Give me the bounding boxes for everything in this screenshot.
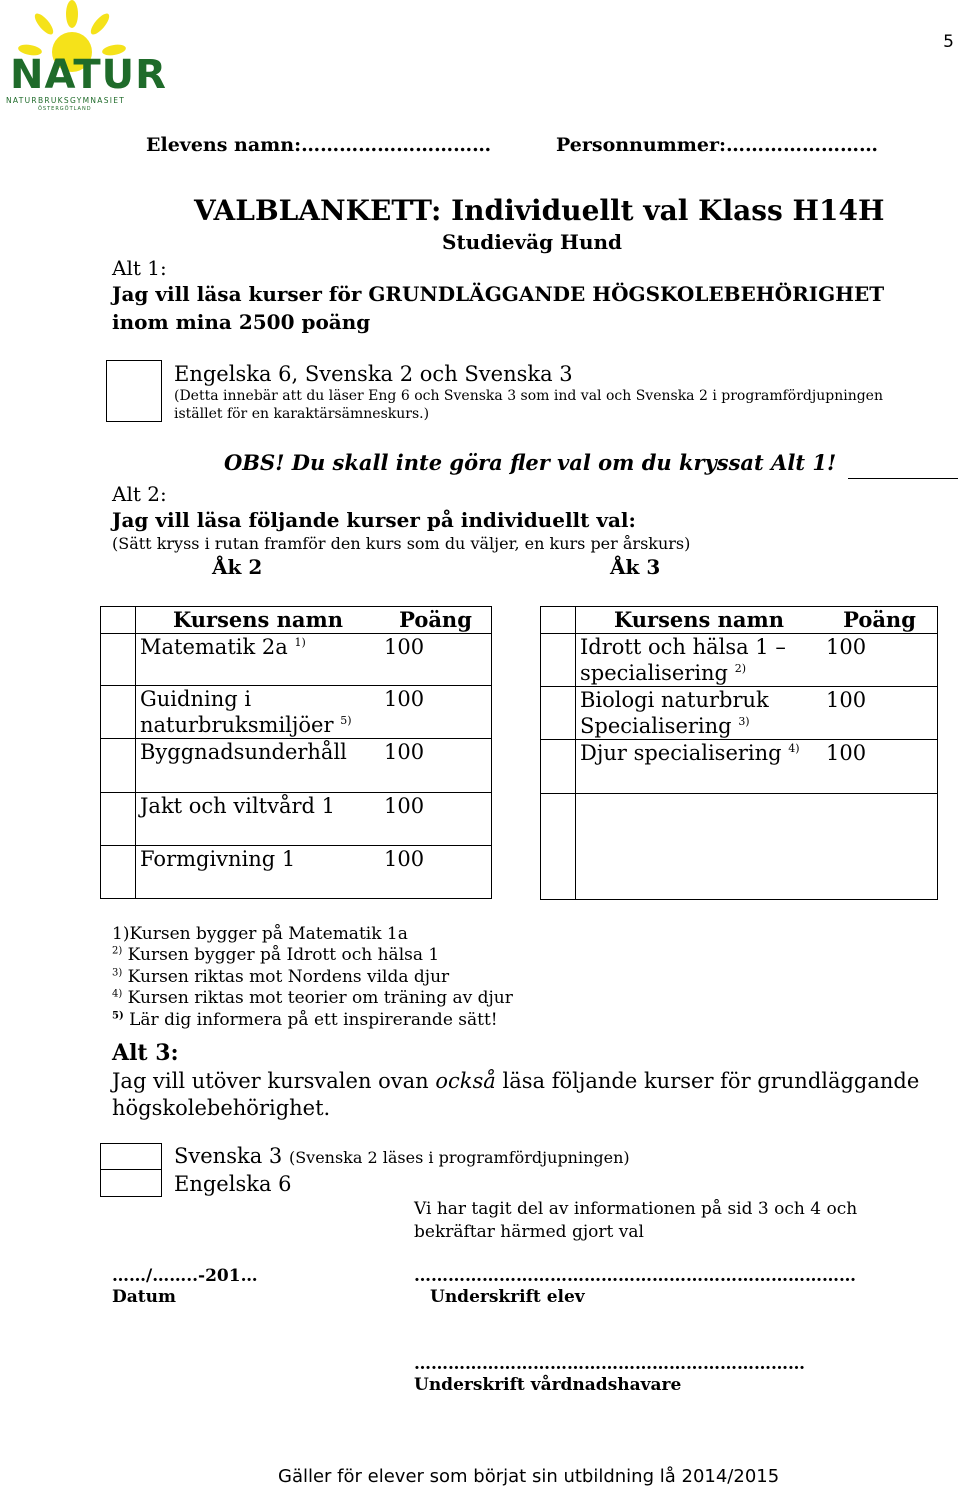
course-name: Idrott och hälsa 1 – specialisering $^{2)}$ [576,634,823,687]
logo-region: ÖSTERGÖTLAND [38,106,92,112]
student-signature-label: Underskrift elev [430,1287,585,1307]
alt1-line1: Jag vill läsa kurser för GRUNDLÄGGANDE HÖGSKOLEBEHÖRIGHET [112,282,885,306]
page-footer: Gäller för elever som börjat sin utbildning lå 2014/2015 [278,1466,780,1487]
course-checkbox[interactable] [101,686,136,739]
course-points: 100 [380,793,492,846]
year2-course-table [100,606,492,899]
alt2-heading: Alt 2: [112,482,167,506]
column-header-name: Kursens namn [576,607,823,634]
alt1-warning: OBS! Du skall inte göra fler val om du kryssat Alt 1! [224,450,837,475]
course-name: Guidning i naturbruksmiljöer $^{5)}$ [136,686,381,739]
student-signature-line[interactable]: …………………………………………………………………… [414,1266,856,1286]
alt1-option-note-line1: (Detta innebär att du läser Eng 6 och Svenska 3 som ind val och Svenska 2 i programfördjupningen [174,388,883,404]
logo-subtitle: NATURBRUKSGYMNASIET [6,96,126,105]
student-name-field[interactable]: Elevens namn:………………………… [146,134,492,156]
alt1-line2: inom mina 2500 poäng [112,310,371,334]
course-name: Jakt och viltvård 1 [136,793,381,846]
course-checkbox[interactable] [101,634,136,686]
confirmation-line1: Vi har tagit del av informationen på sid 3 och 4 och [414,1199,858,1219]
page-subtitle: Studieväg Hund [442,230,623,254]
empty-cell [541,794,576,900]
alt3-svenska3-checkbox[interactable] [100,1143,162,1170]
course-name: Byggnadsunderhåll [136,739,381,793]
alt1-heading: Alt 1: [112,256,167,280]
alt3-heading: Alt 3: [112,1040,179,1066]
course-checkbox[interactable] [101,793,136,846]
course-checkbox[interactable] [101,846,136,899]
course-checkbox[interactable] [541,634,576,687]
course-points: 100 [380,634,492,686]
empty-cell [576,794,823,900]
table-row [101,739,492,793]
course-points: 100 [822,687,938,740]
course-checkbox[interactable] [101,739,136,793]
course-points: 100 [822,634,938,687]
course-points: 100 [380,846,492,899]
header-spacer [101,607,136,634]
table-row [541,740,938,794]
table-row [101,686,492,739]
school-logo [0,0,167,120]
page-number: 5 [943,32,954,52]
table-row [101,634,492,686]
page-title: VALBLANKETT: Individuellt val Klass H14H [194,194,885,227]
alt3-engelska6-checkbox[interactable] [100,1169,162,1197]
year2-label: Åk 2 [212,555,263,579]
footnote-2: $^{2)}$ Kursen bygger på Idrott och hälsa 1 [112,945,440,965]
alt1-option-title: Engelska 6, Svenska 2 och Svenska 3 [174,362,573,386]
confirmation-line2: bekräftar härmed gjort val [414,1222,644,1242]
date-label: Datum [112,1287,176,1307]
table-row [541,687,938,740]
column-header-points: Poäng [380,607,492,634]
empty-cell [822,794,938,900]
logo-name: NATUR [10,52,167,98]
alt2-line2: (Sätt kryss i rutan framför den kurs som du väljer, en kurs per årskurs) [112,534,691,553]
course-checkbox[interactable] [541,687,576,740]
alt1-option-note-line2: istället för en karaktärsämneskurs.) [174,406,430,422]
course-name: Matematik 2a $^{1)}$ [136,634,381,686]
header-spacer [541,607,576,634]
course-checkbox[interactable] [541,740,576,794]
footnote-4: $^{4)}$ Kursen riktas mot teorier om träning av djur [112,988,513,1008]
course-name: Djur specialisering $^{4)}$ [576,740,823,794]
alt3-line1: Jag vill utöver kursvalen ovan också läsa följande kurser för grundläggande [112,1069,920,1093]
table-row [101,793,492,846]
course-name: Formgivning 1 [136,846,381,899]
course-name: Biologi naturbruk Specialisering $^{3)}$ [576,687,823,740]
alt3-option-svenska3: Svenska 3 (Svenska 2 läses i programfördjupningen) [174,1144,630,1168]
divider [848,478,958,479]
personnummer-field[interactable]: Personnummer:…………………… [556,134,879,156]
year3-course-table [540,606,938,900]
year3-label: Åk 3 [610,555,661,579]
alt2-line1: Jag vill läsa följande kurser på individuellt val: [112,508,636,532]
guardian-signature-label: Underskrift vårdnadshavare [414,1375,682,1395]
course-points: 100 [822,740,938,794]
alt3-line2: högskolebehörighet. [112,1096,331,1120]
column-header-points: Poäng [822,607,938,634]
column-header-name: Kursens namn [136,607,381,634]
alt1-checkbox[interactable] [106,360,162,422]
footnote-1: 1)Kursen bygger på Matematik 1a [112,924,408,944]
date-field[interactable]: ……/……..-201… [112,1266,258,1286]
course-points: 100 [380,686,492,739]
table-row [541,634,938,687]
alt3-option-engelska6: Engelska 6 [174,1172,292,1196]
empty-row [541,794,938,900]
footnote-3: $^{3)}$ Kursen riktas mot Nordens vilda djur [112,967,450,987]
footnote-5: $^{5)}$ Lär dig informera på ett inspirerande sätt! [112,1010,498,1030]
guardian-signature-line[interactable]: …………………………………………………………… [414,1354,805,1374]
course-points: 100 [380,739,492,793]
table-row [101,846,492,899]
